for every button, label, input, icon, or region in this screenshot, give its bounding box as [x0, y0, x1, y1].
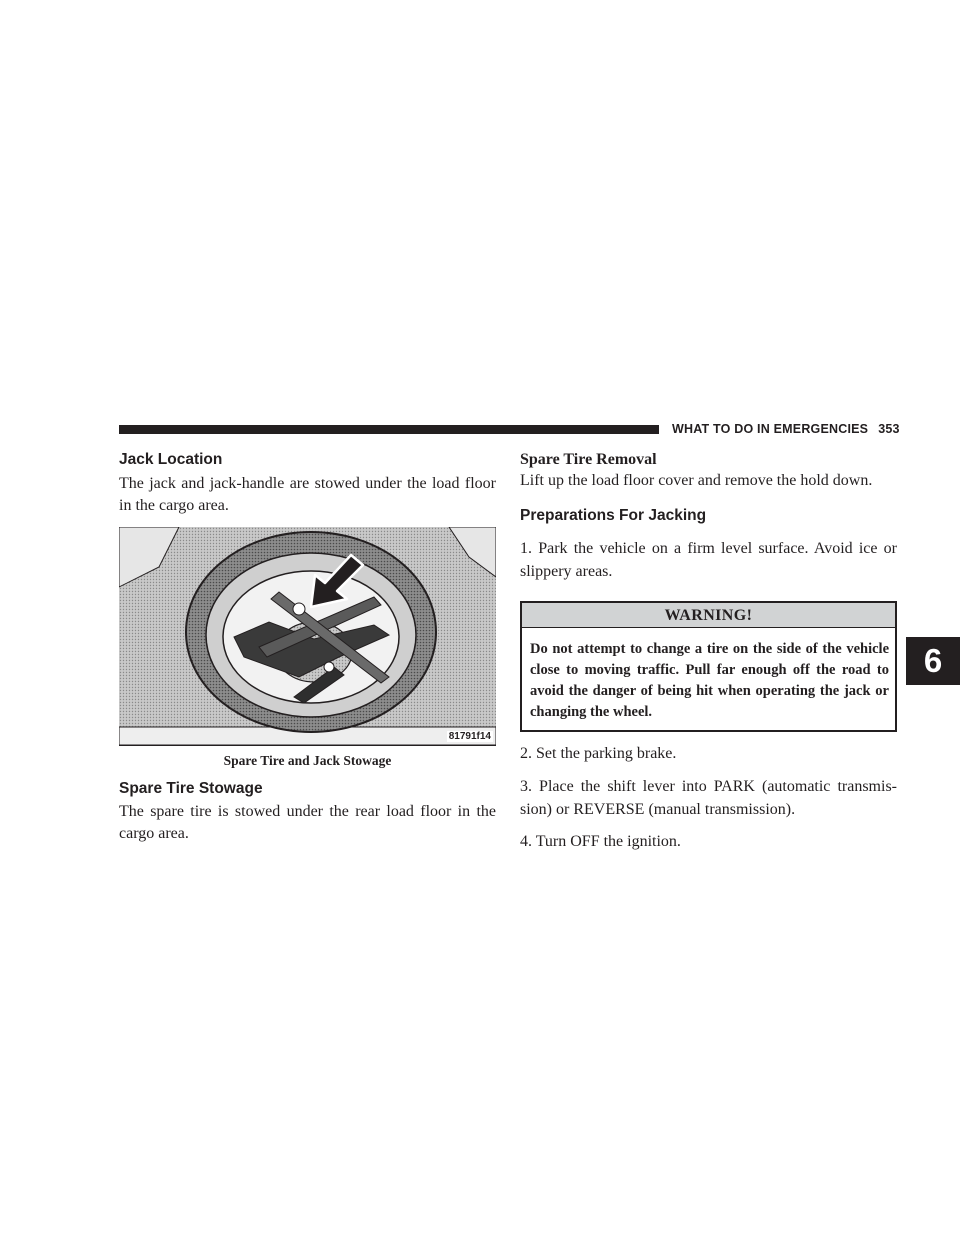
- step-4: 4. Turn OFF the ignition.: [520, 833, 681, 850]
- warning-text: Do not attempt to change a tire on the side of the vehicle close to moving traffic. Pull far enough off the road to avoid the danger of being hit when operating the jack or changing the wheel.: [530, 641, 889, 720]
- warning-title: WARNING!: [522, 603, 895, 628]
- page-number: 353: [878, 422, 900, 436]
- spare-tire-illustration: [119, 527, 496, 745]
- figure-caption: Spare Tire and Jack Stowage: [223, 753, 392, 768]
- removal-text: Lift up the load floor cover and remove the hold down.: [520, 472, 873, 489]
- chapter-tab: 6: [906, 637, 960, 685]
- spare-tire-figure: [119, 527, 496, 746]
- running-header: [672, 422, 900, 436]
- jack-location-text: The jack and jack-handle are stowed under the load floor in the cargo area.: [119, 475, 496, 514]
- step-2: 2. Set the parking brake.: [520, 745, 677, 762]
- step-3: 3. Place the shift lever into PARK (automatic transmis-sion) or REVERSE (manual transmission).: [520, 778, 897, 818]
- spare-stowage-text: The spare tire is stowed under the rear load floor in the cargo area.: [119, 803, 496, 842]
- section-title: WHAT TO DO IN EMERGENCIES: [672, 422, 869, 436]
- jack-location-heading: Jack Location: [119, 451, 223, 468]
- figure-code: 81791f14: [448, 731, 491, 742]
- step-1: 1. Park the vehicle on a firm level surface. Avoid ice or slippery areas.: [520, 540, 897, 580]
- warning-box: [520, 601, 897, 732]
- removal-heading: Spare Tire Removal: [520, 451, 657, 468]
- prep-heading: Preparations For Jacking: [520, 507, 707, 524]
- left-column: [119, 450, 496, 845]
- header-rule: [119, 425, 659, 434]
- spare-stowage-heading: Spare Tire Stowage: [119, 780, 263, 797]
- right-column: [520, 450, 897, 853]
